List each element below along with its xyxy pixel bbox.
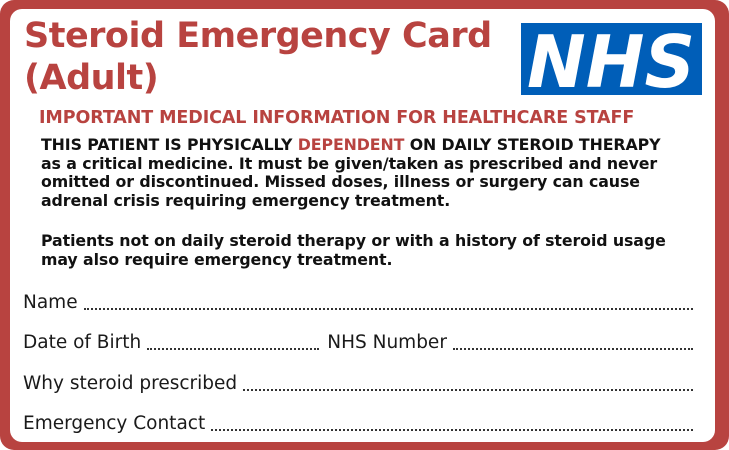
name-entry-line[interactable] [84, 308, 693, 310]
warning-line-2: as a critical medicine. It must be given/taken as prescribed and never [41, 153, 658, 173]
dob-label: Date of Birth [23, 332, 142, 353]
dependent-highlight: DEPENDENT [297, 135, 405, 154]
why-prescribed-entry-line[interactable] [243, 389, 693, 391]
name-label: Name [23, 292, 78, 313]
non-daily-note [41, 232, 707, 269]
note-line-2: may also require emergency treatment. [41, 249, 393, 269]
emergency-contact-field[interactable] [23, 408, 693, 436]
warning-text-end: ON DAILY STEROID THERAPY [404, 135, 661, 154]
warning-line-4: adrenal crisis requiring emergency treatment. [41, 190, 451, 210]
nhs-number-entry-line[interactable] [453, 348, 693, 350]
warning-text-start: THIS PATIENT IS PHYSICALLY [41, 135, 298, 154]
warning-line-3: omitted or discontinued. Missed doses, illness or surgery can cause [41, 172, 640, 191]
warning-line-1 [41, 136, 707, 155]
nhs-logo-graphic [521, 23, 702, 95]
why-prescribed-field[interactable] [23, 368, 693, 396]
emergency-contact-label: Emergency Contact [23, 413, 206, 434]
card-title-line-2: (Adult) [24, 58, 159, 98]
note-line-1: Patients not on daily steroid therapy or with a history of steroid usage [41, 231, 666, 250]
dependency-warning [41, 136, 707, 210]
nhs-logo-text: NHS [527, 23, 695, 95]
card-title [24, 15, 492, 99]
nhs-logo [521, 23, 702, 95]
name-field[interactable] [23, 287, 693, 315]
card-body [10, 9, 715, 442]
why-prescribed-label: Why steroid prescribed [23, 373, 238, 394]
dob-nhs-row [23, 327, 693, 355]
card-title-line-1: Steroid Emergency Card [24, 16, 492, 56]
nhs-number-label: NHS Number [327, 332, 447, 353]
emergency-contact-entry-line[interactable] [211, 429, 693, 431]
dob-entry-line[interactable] [147, 348, 319, 350]
important-heading: IMPORTANT MEDICAL INFORMATION FOR HEALTHCARE STAFF [39, 108, 635, 128]
